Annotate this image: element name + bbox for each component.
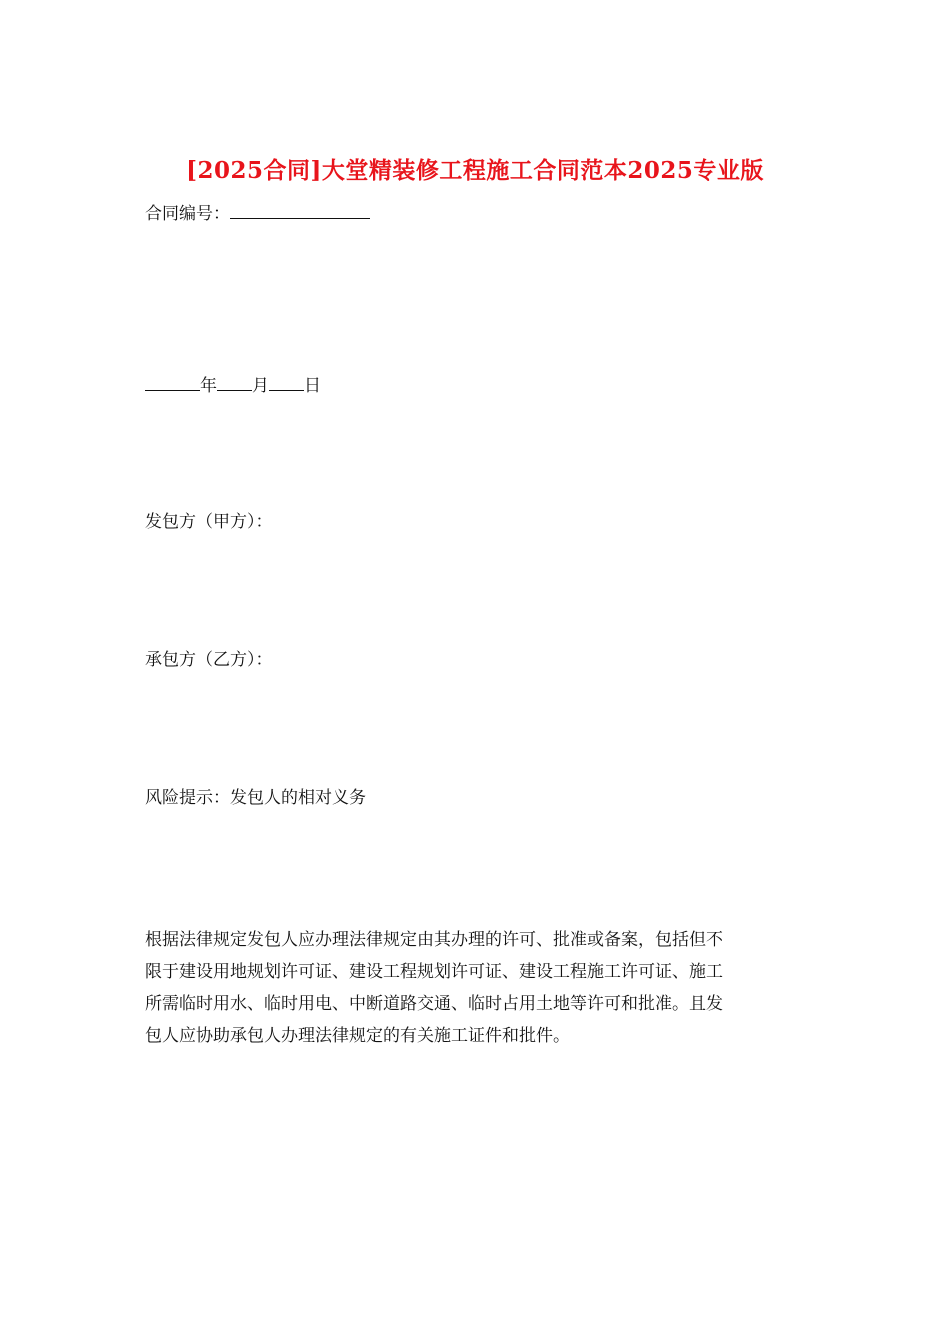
contract-number-label: 合同编号：	[145, 204, 230, 224]
year-blank	[145, 374, 200, 391]
body-line: 包人应协助承包人办理法律规定的有关施工证件和批件。	[145, 1026, 570, 1046]
body-paragraph	[145, 924, 800, 1052]
month-label: 月	[252, 376, 269, 396]
body-line: 根据法律规定发包人应办理法律规定由其办理的许可、批准或备案，包括但不	[145, 930, 723, 950]
risk-notice: 风险提示：发包人的相对义务	[145, 788, 366, 808]
body-line: 限于建设用地规划许可证、建设工程规划许可证、建设工程施工许可证、施工	[145, 962, 723, 982]
contract-number-line	[145, 202, 370, 224]
party-a-label: 发包方（甲方）：	[145, 512, 273, 532]
body-line: 所需临时用水、临时用电、中断道路交通、临时占用土地等许可和批准。且发	[145, 994, 723, 1014]
day-blank	[269, 374, 304, 391]
year-label: 年	[200, 376, 217, 396]
day-label: 日	[304, 376, 321, 396]
party-b-label: 承包方（乙方）：	[145, 650, 273, 670]
contract-number-blank	[230, 202, 370, 219]
date-line	[145, 374, 321, 396]
document-title: [2025合同]大堂精装修工程施工合同范本2025专业版	[186, 157, 764, 184]
month-blank	[217, 374, 252, 391]
